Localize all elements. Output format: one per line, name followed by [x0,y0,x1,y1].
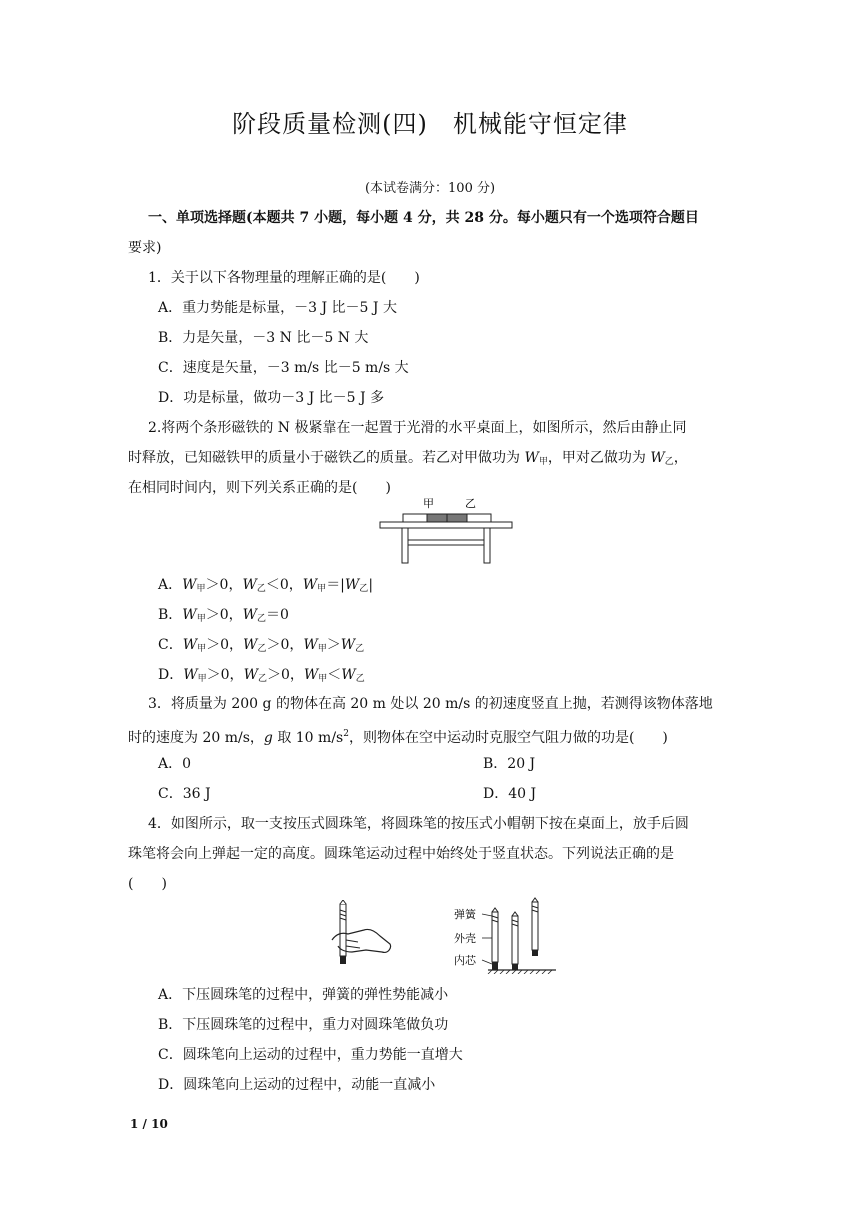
figure-label-jia: 甲 [423,497,434,510]
magnets-table-figure [378,495,514,565]
q3-stem-line1: 3．将质量为 200 g 的物体在高 20 m 处以 20 m/s 的初速度竖直上抛，若测得该物体落地 [148,696,713,712]
q3-option-d: D．40 J [483,786,537,802]
q4-stem-line1: 4．如图所示，取一支按压式圆珠笔，将圆珠笔的按压式小帽朝下按在桌面上，放手后圆 [148,816,689,832]
label-shell: 外壳 [454,932,476,945]
table-crossbar [408,540,484,545]
q1-option-b: B．力是矢量，－3 N 比－5 N 大 [158,330,369,346]
q3-option-a: A．0 [158,756,192,772]
q4-stem-line3: ( ) [128,876,167,892]
magnet-yi-s-end [467,514,491,522]
q4-stem-line2: 珠笔将会向上弹起一定的高度。圆珠笔运动过程中始终处于竖直状态。下列说法正确的是 [128,846,674,862]
q4-option-a: A．下压圆珠笔的过程中，弹簧的弹性势能减小 [158,987,449,1003]
q2-stem-line1: 2.将两个条形磁铁的 N 极紧靠在一起置于光滑的水平桌面上，如图所示，然后由静止同 [148,420,687,436]
magnet-yi-n-end [447,514,467,522]
q3-option-b: B．20 J [483,756,536,772]
page-number: 1 / 10 [130,1117,168,1131]
pen-1 [492,912,498,962]
q2-stem-line3: 在相同时间内，则下列关系正确的是( ) [128,480,391,496]
score-note: (本试卷满分：100 分) [364,181,496,196]
q3-option-c: C．36 J [158,786,211,802]
q2-stem-line2: 时释放，已知磁铁甲的质量小于磁铁乙的质量。若乙对甲做功为 $W_甲$，甲对乙做功为 $W_乙$， [128,450,688,467]
hand-fingers [346,940,360,948]
q3-stem-line2: 时的速度为 20 m/s，g 取 10 $m/s^2$，则物体在空中运动时克服空气阻力做的功是( ) [128,729,668,746]
table-leg-right [484,528,490,563]
section-heading-line1: 一、单项选择题(本题共 7 小题，每小题 4 分，共 28 分。每小题只有一个选项符合题目 [148,210,699,226]
table-top [380,522,512,528]
pen-rebound-figure [450,892,560,974]
q1-stem: 1．关于以下各物理量的理解正确的是( ) [148,270,420,286]
pen-cap [340,956,346,964]
magnet-jia-n-end [427,514,447,522]
q1-option-a: A．重力势能是标量，－3 J 比－5 J 大 [158,300,397,316]
table-leg-left [402,528,408,563]
q2-option-b: B．$W_甲>0$，$W_乙=0$ [158,607,289,624]
section-heading-line2: 要求) [128,240,162,256]
q2-option-d: D．$W_甲>0$，$W_乙>0$，$W_甲<W_乙$ [158,667,365,684]
q4-option-d: D．圆珠笔向上运动的过程中，动能一直减小 [158,1077,436,1093]
magnet-jia-s-end [403,514,427,522]
pen-tip [340,900,346,904]
q1-option-d: D．功是标量，做功－3 J 比－5 J 多 [158,390,385,406]
pen-3 [532,902,538,950]
pen-2 [512,916,518,964]
q2-option-c: C．$W_甲>0$，$W_乙>0$，$W_甲>W_乙$ [158,637,365,654]
q4-option-b: B．下压圆珠笔的过程中，重力对圆珠笔做负功 [158,1017,449,1033]
pen-press-figure [328,900,394,970]
q4-option-c: C．圆珠笔向上运动的过程中，重力势能一直增大 [158,1047,463,1063]
figure-label-yi: 乙 [465,497,476,510]
label-spring: 弹簧 [454,908,476,921]
page-title: 阶段质量检测(四) 机械能守恒定律 [232,110,628,138]
label-core: 内芯 [454,954,476,967]
q1-option-c: C．速度是矢量，－3 m/s 比－5 m/s 大 [158,360,409,376]
q2-option-a: A．$W_甲>0$，$W_乙<0$，$W_甲=|W_乙|$ [158,577,374,594]
